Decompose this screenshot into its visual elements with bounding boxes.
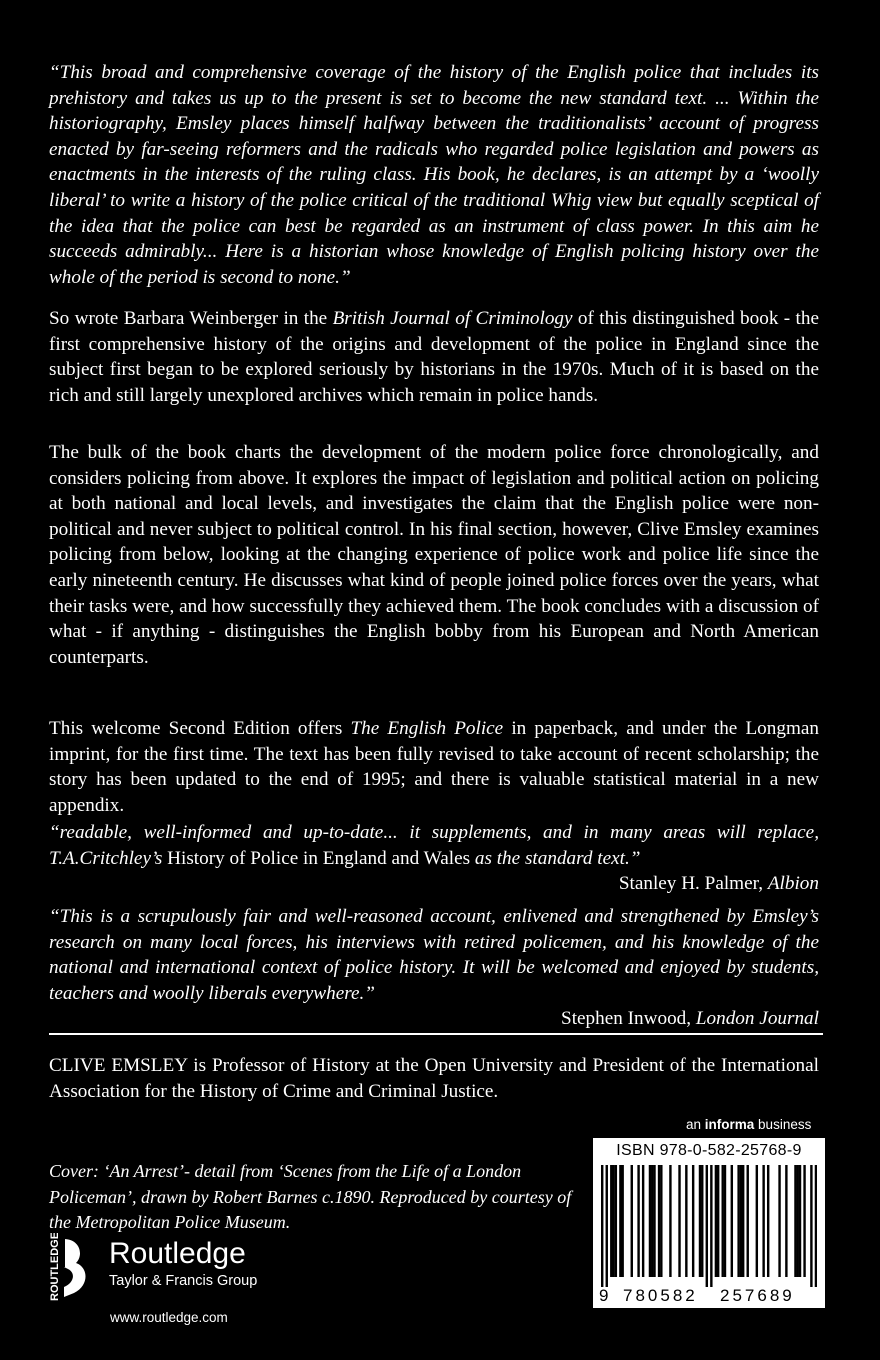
barcode-bar: [706, 1165, 708, 1287]
barcode-bar: [615, 1165, 617, 1277]
blurb-text: of this distinguished book - the first comprehensive history of the origins and development of the police in England since the subject first began to be explored seriously by historians in the 1970s. Much of it is based on the rich and still largely unexplored archives which remain in police hands.: [49, 308, 820, 406]
barcode-bar: [747, 1165, 749, 1277]
barcode-bar: [756, 1165, 758, 1277]
publisher-url: www.routledge.com: [110, 1310, 228, 1325]
routledge-vertical-wordmark: ROUTLEDGE: [49, 1233, 61, 1301]
barcode-bar: [737, 1165, 739, 1277]
barcode-bar: [612, 1165, 614, 1277]
journal-title: British Journal of Criminology: [332, 308, 573, 329]
blurb-text: This welcome Second Edition offers: [49, 718, 351, 739]
barcode-bar: [767, 1165, 769, 1277]
review-quote-weinberger: “This broad and comprehensive coverage of the history of the English police that includes its prehistory and takes us up to the present is set to become the new standard text. ... Within the historiography, Emsley places himself halfway between the traditionalists’ account of progress enacted by far-seeing reformers and the radicals who regarded police legislation and powers as enactments in the interests of the ruling class. His book, he declares, is an attempt by a ‘woolly liberal’ to write a history of the police critical of the traditional Whig view but equally sceptical of the idea that the police can best be regarded as an instrument of class power. In this aim he succeeds admirably... Here is a historian whose knowledge of English policing history over the whole of the period is second to none.”: [49, 62, 819, 288]
barcode-bar: [797, 1165, 799, 1277]
barcode-bar: [669, 1165, 671, 1277]
barcode-bar: [649, 1165, 651, 1277]
barcode-bar: [740, 1165, 742, 1277]
barcode-bar: [722, 1165, 724, 1277]
barcode-bar: [731, 1165, 733, 1277]
barcode-bars: [601, 1165, 817, 1287]
barcode-digits-left: 780582: [623, 1286, 698, 1305]
barcode-bar: [660, 1165, 662, 1277]
informa-tagline: an informa business: [686, 1117, 812, 1132]
divider-rule: [49, 1033, 823, 1035]
publisher-group: Taylor & Francis Group: [109, 1273, 258, 1289]
review-quote-palmer: [49, 820, 819, 897]
barcode-bar: [794, 1165, 796, 1277]
barcode-bar: [610, 1165, 612, 1277]
review-quote-inwood: [49, 904, 819, 1032]
barcode-bar: [778, 1165, 780, 1277]
reviewer-name: Stephen Inwood,: [561, 1008, 696, 1030]
routledge-logo: [36, 1233, 276, 1303]
blurb-text: So wrote Barbara Weinberger in the: [49, 308, 333, 329]
barcode-bar: [815, 1165, 817, 1287]
barcode-bar: [678, 1165, 680, 1277]
barcode-bar: [658, 1165, 660, 1277]
author-bio: CLIVE EMSLEY is Professor of History at the Open University and President of the International Association for the History of Crime and Criminal Justice.: [49, 1055, 819, 1102]
cover-credit: Cover: ‘An Arrest’- detail from ‘Scenes from the Life of a London Policeman’, drawn by Robert Barnes c.1890. Reproduced by courtesy of the Metropolitan Police Museum.: [49, 1161, 572, 1232]
barcode-bar: [810, 1165, 812, 1287]
barcode-bar: [692, 1165, 694, 1277]
routledge-mark-icon: [36, 1233, 106, 1303]
informa-brand: informa: [704, 1117, 755, 1132]
isbn-label: ISBN 978-0-582-25768-9: [616, 1142, 802, 1159]
barcode-bar: [717, 1165, 719, 1277]
barcode-bar: [742, 1165, 744, 1277]
publisher-name: Routledge: [109, 1237, 246, 1270]
review-attribution: [49, 871, 819, 897]
blurb-paragraph-1: [49, 306, 819, 408]
isbn-barcode: [593, 1138, 825, 1308]
barcode-bar: [631, 1165, 633, 1277]
barcode-bar: [653, 1165, 655, 1277]
review-attribution: [49, 1006, 819, 1032]
barcode-bar: [710, 1165, 712, 1287]
review-source: London Journal: [695, 1008, 819, 1030]
barcode-bar: [637, 1165, 639, 1277]
barcode-bar: [642, 1165, 644, 1277]
review-text: “This is a scrupulously fair and well-reasoned account, enlivened and strengthened by Emsley’s research on many local forces, his interviews with retired policemen, and his knowledge of the national and international context of police history. It will be welcomed and enjoyed by students, teachers and woolly liberals everywhere.”: [49, 906, 819, 1004]
barcode-bar: [601, 1165, 603, 1287]
barcode-digit-lead: 9: [599, 1286, 609, 1305]
barcode-bar: [685, 1165, 687, 1277]
blurb-paragraph-3: [49, 716, 819, 818]
blurb-text: in paperback, and under the Longman imprint, for the first time. The text has been fully revised to take account of recent scholarship; the story has been updated to the end of 1995; and there is valuable statistical material in a new appendix.: [49, 718, 820, 816]
review-text: as the standard text.”: [470, 847, 641, 869]
review-text: “readable, well-informed and up-to-date... it supplements, and in many areas will replace, T.A.Critchley’s: [49, 822, 819, 869]
barcode-bar: [619, 1165, 621, 1277]
blurb-paragraph-2: The bulk of the book charts the development of the modern police force chronologically, and considers policing from above. It explores the impact of legislation and political action on policing at both national and local levels, and investigates the claim that the English police were non-political and never subject to political control. In his final section, however, Clive Emsley examines policing from below, looking at the changing experience of police work and police life since the early nineteenth century. He discusses what kind of people joined police forces over the years, what their tasks were, and how successfully they achieved them. The book concludes with a discussion of what - if anything - distinguishes the English bobby from his European and North American counterparts.: [49, 442, 819, 668]
barcode-digits-right: 257689: [720, 1286, 795, 1305]
barcode-bar: [799, 1165, 801, 1277]
barcode-bar: [621, 1165, 623, 1277]
barcode-bar: [762, 1165, 764, 1277]
cited-book-title: History of Police in England and Wales: [167, 847, 471, 869]
barcode-bar: [651, 1165, 653, 1277]
barcode-bar: [606, 1165, 608, 1287]
barcode-bar: [701, 1165, 703, 1277]
barcode-bar: [785, 1165, 787, 1277]
routledge-wordmark: [109, 1237, 257, 1291]
book-title: The English Police: [350, 718, 504, 739]
barcode-bar: [715, 1165, 717, 1277]
barcode-bar: [699, 1165, 701, 1277]
reviewer-name: Stanley H. Palmer,: [618, 873, 768, 895]
review-source: Albion: [767, 873, 819, 895]
barcode-bar: [724, 1165, 726, 1277]
barcode-bar: [803, 1165, 805, 1277]
